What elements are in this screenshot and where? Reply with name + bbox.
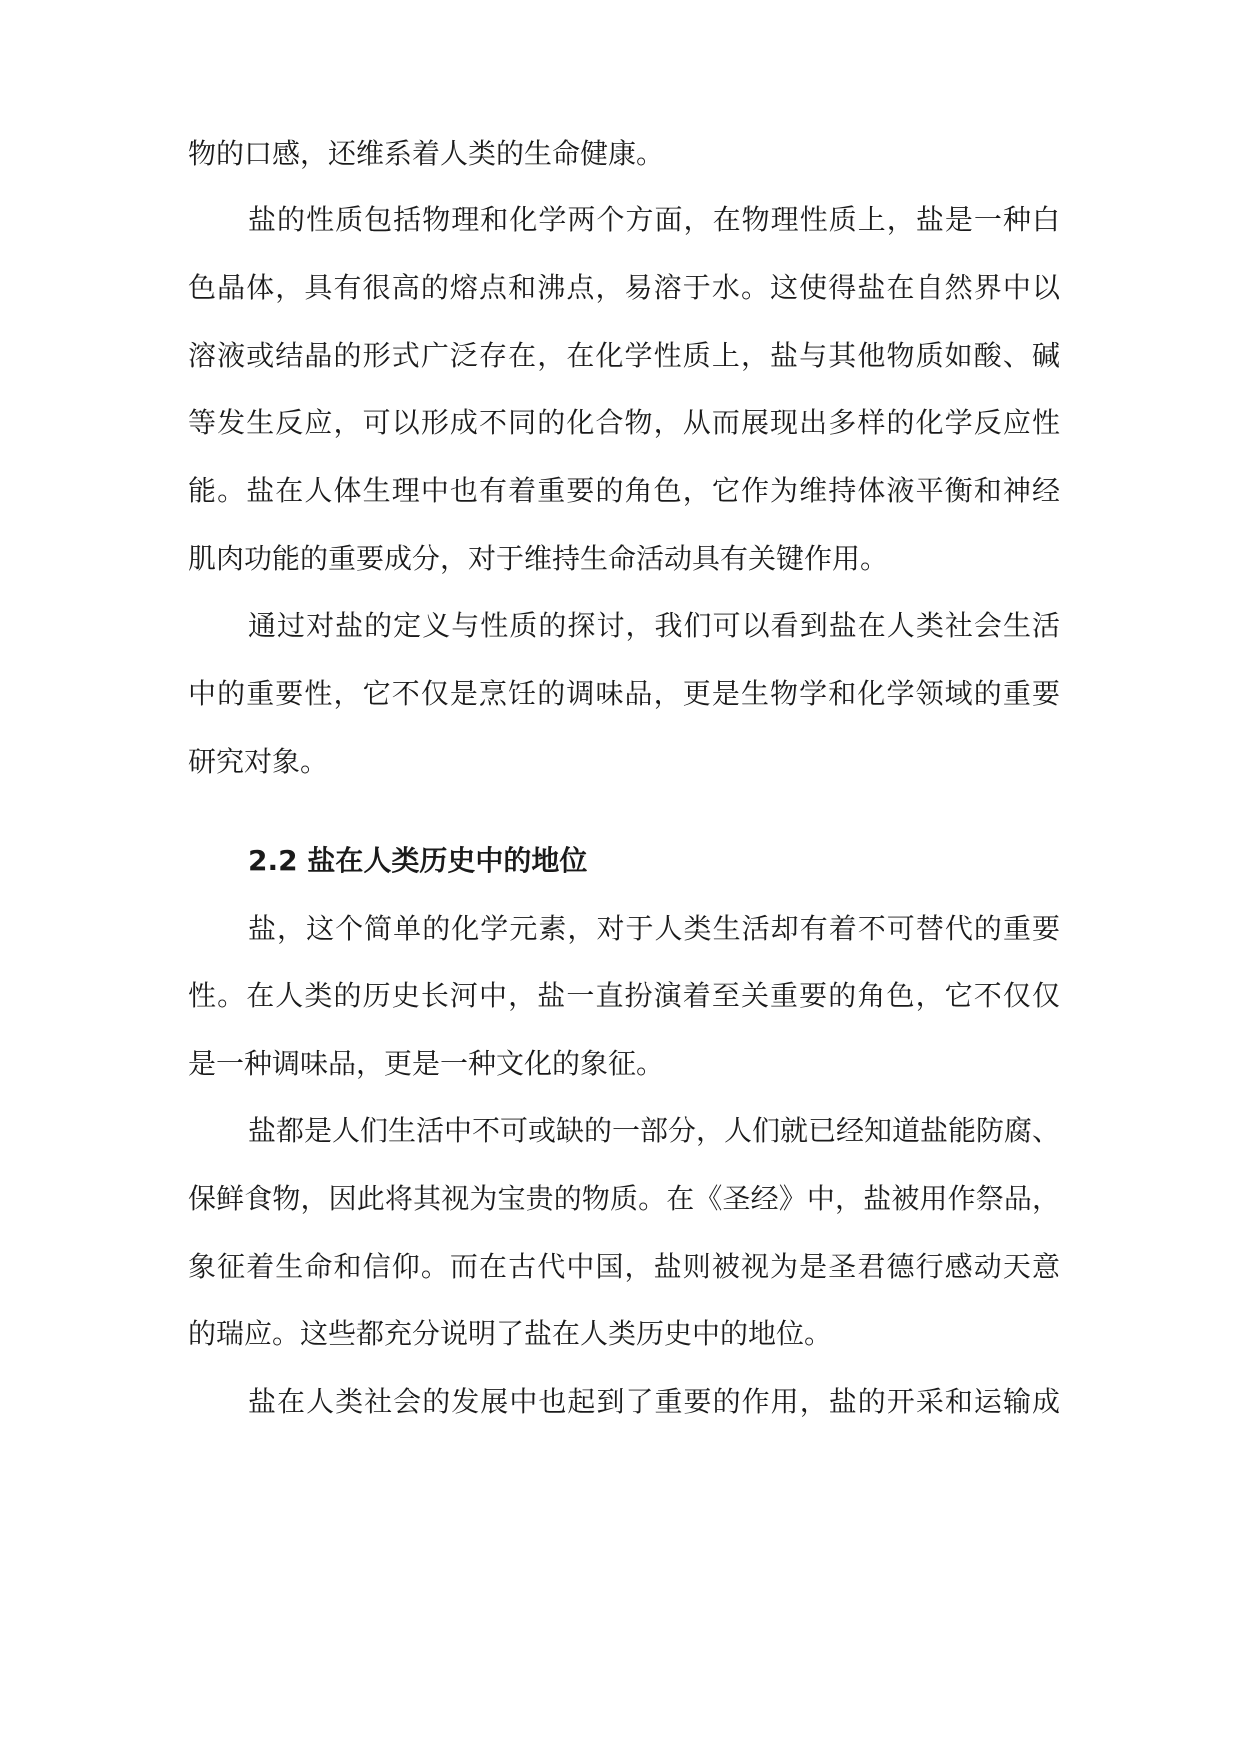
paragraph-line: 象征着生命和信仰。而在古代中国，盐则被视为是圣君德行感动天意 bbox=[188, 1250, 1060, 1283]
section-heading: 2.2 盐在人类历史中的地位 bbox=[248, 844, 588, 877]
paragraph-line: 物的口感，还维系着人类的生命健康。 bbox=[188, 137, 665, 170]
paragraph-line: 盐在人类社会的发展中也起到了重要的作用，盐的开采和运输成 bbox=[248, 1385, 1060, 1418]
paragraph-line: 通过对盐的定义与性质的探讨，我们可以看到盐在人类社会生活 bbox=[248, 609, 1060, 642]
paragraph-line: 中的重要性，它不仅是烹饪的调味品，更是生物学和化学领域的重要 bbox=[188, 677, 1060, 710]
paragraph-line: 研究对象。 bbox=[188, 745, 329, 778]
paragraph-line: 盐，这个简单的化学元素，对于人类生活却有着不可替代的重要 bbox=[248, 912, 1060, 945]
paragraph-line: 溶液或结晶的形式广泛存在，在化学性质上，盐与其他物质如酸、碱 bbox=[188, 339, 1060, 372]
paragraph-line: 性。在人类的历史长河中，盐一直扮演着至关重要的角色，它不仅仅 bbox=[188, 979, 1060, 1012]
paragraph-line: 盐都是人们生活中不可或缺的一部分，人们就已经知道盐能防腐、 bbox=[248, 1114, 1061, 1147]
paragraph-line: 盐的性质包括物理和化学两个方面，在物理性质上，盐是一种白 bbox=[248, 203, 1060, 236]
paragraph-line: 能。盐在人体生理中也有着重要的角色，它作为维持体液平衡和神经 bbox=[188, 474, 1060, 507]
paragraph-line: 肌肉功能的重要成分，对于维持生命活动具有关键作用。 bbox=[188, 542, 889, 575]
paragraph-line: 保鲜食物，因此将其视为宝贵的物质。在《圣经》中，盐被用作祭品， bbox=[188, 1182, 1060, 1215]
paragraph-line: 的瑞应。这些都充分说明了盐在人类历史中的地位。 bbox=[188, 1317, 833, 1350]
paragraph-line: 是一种调味品，更是一种文化的象征。 bbox=[188, 1047, 665, 1080]
paragraph-line: 色晶体，具有很高的熔点和沸点，易溶于水。这使得盐在自然界中以 bbox=[188, 271, 1060, 304]
paragraph-line: 等发生反应，可以形成不同的化合物，从而展现出多样的化学反应性 bbox=[188, 406, 1060, 439]
